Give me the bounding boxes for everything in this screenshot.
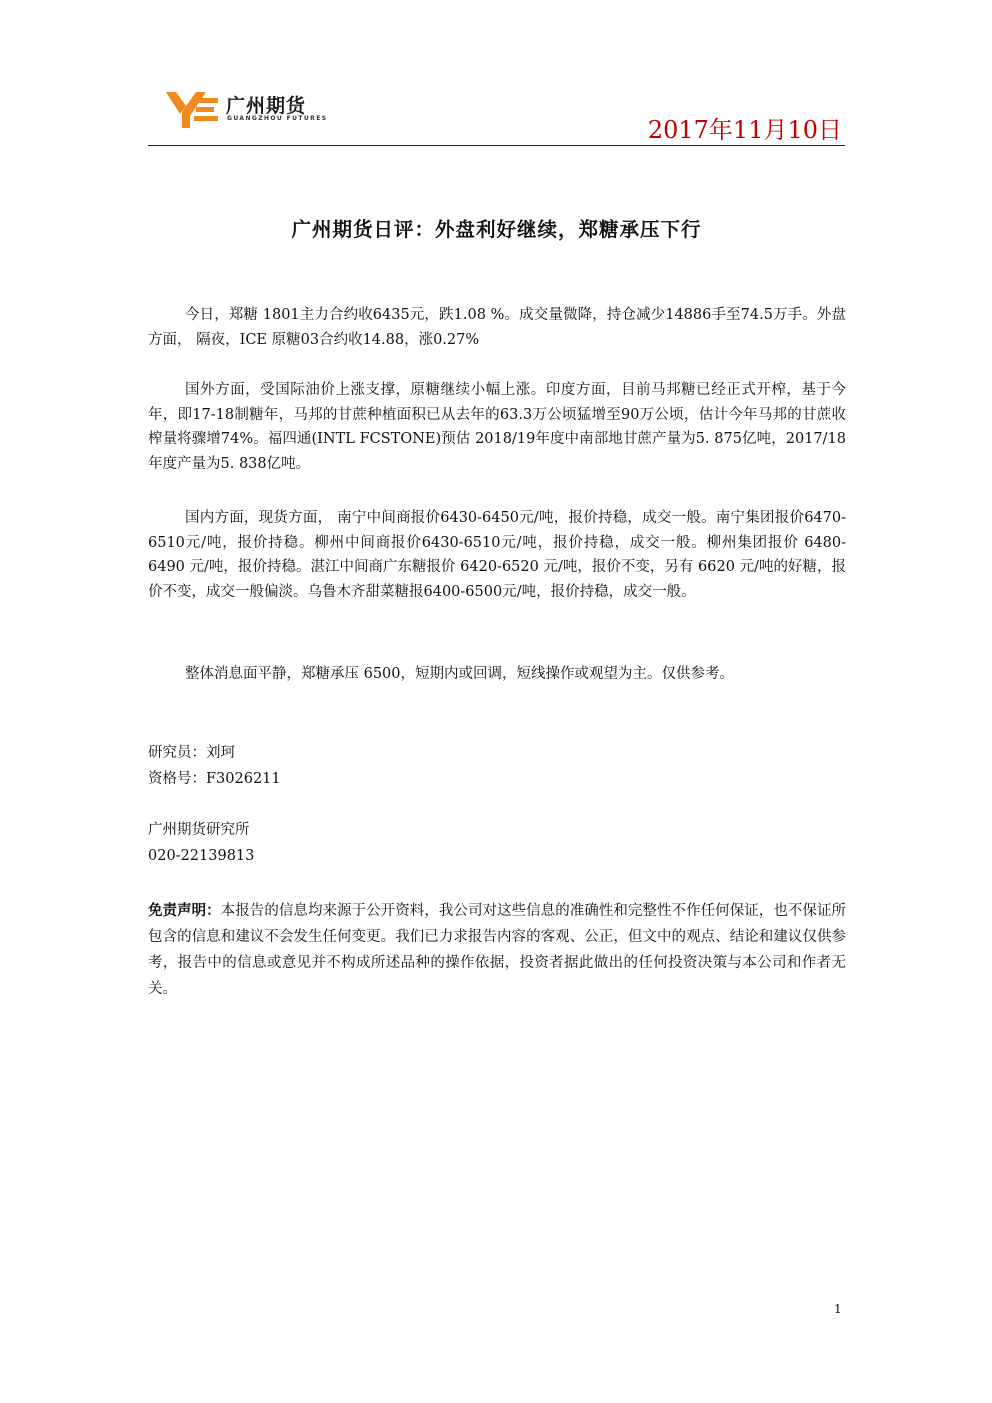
paragraph-conclusion: 整体消息面平静，郑糖承压 6500，短期内或回调，短线操作或观望为主。仅供参考。 (185, 666, 735, 682)
paragraph-market-summary: 今日，郑糖 1801主力合约收6435元，跌1.08 %。成交量微降，持仓减少14886手至74.5万手。外盘方面， 隔夜，ICE 原糖03合约收14.88，涨0.27% (148, 307, 846, 348)
paragraph-foreign: 国外方面，受国际油价上涨支撑，原糖继续小幅上涨。印度方面，目前马邦糖已经正式开榨，基于今年，即17-18制糖年，马邦的甘蔗种植面积已从去年的63.3万公顷猛增至90万公顷，估计今年马邦的甘蔗收榨量将骤增74%。福四通(INTL FCSTONE)预估 2018/19年度中南部地甘蔗产量为5. 875亿吨，2017/18年度产量为5. 838亿吨。 (148, 382, 846, 472)
company-logo-mark (166, 88, 222, 128)
disclaimer-label: 免责声明： (148, 903, 221, 919)
header-divider (148, 145, 845, 146)
market-summary (148, 303, 846, 352)
conclusion-section (148, 662, 846, 687)
paragraph-domestic: 国内方面，现货方面， 南宁中间商报价6430-6450元/吨，报价持稳，成交一般。南宁集团报价6470-6510元/吨，报价持稳。柳州中间商报价6430-6510元/吨，报价持稳，成交一般。柳州集团报价 6480-6490 元/吨，报价持稳。湛江中间商广东糖报价 6420-6520 元/吨，报价不变，另有 6620 元/吨的好糖，报价不变，成交一般偏淡。乌鲁木齐甜菜糖报6400-6500元/吨，报价持稳，成交一般。 (148, 510, 846, 600)
page-number: 1 (834, 1302, 842, 1316)
domestic-section (148, 506, 846, 604)
company-logo (166, 88, 366, 132)
institute-name: 广州期货研究所 (148, 822, 250, 838)
report-date: 2017年11月10日 (647, 116, 842, 144)
foreign-section (148, 378, 846, 476)
logo-subtext: GUANGZHOU FUTURES (227, 115, 328, 122)
license-number: 资格号：F3026211 (148, 771, 281, 787)
disclaimer (148, 898, 846, 1002)
logo-text: 广州期货 (226, 95, 307, 117)
disclaimer-text: 本报告的信息均来源于公开资料，我公司对这些信息的准确性和完整性不作任何保证，也不保证所包含的信息和建议不会发生任何变更。我们已力求报告内容的客观、公正，但文中的观点、结论和建议仅供参考，报告中的信息或意见并不构成所述品种的操作依据，投资者据此做出的任何投资决策与本公司和作者无关。 (148, 903, 847, 997)
researcher-name: 研究员：刘珂 (148, 745, 235, 761)
report-title: 广州期货日评：外盘利好继续，郑糖承压下行 (291, 218, 702, 241)
institute-phone: 020-22139813 (148, 848, 255, 864)
